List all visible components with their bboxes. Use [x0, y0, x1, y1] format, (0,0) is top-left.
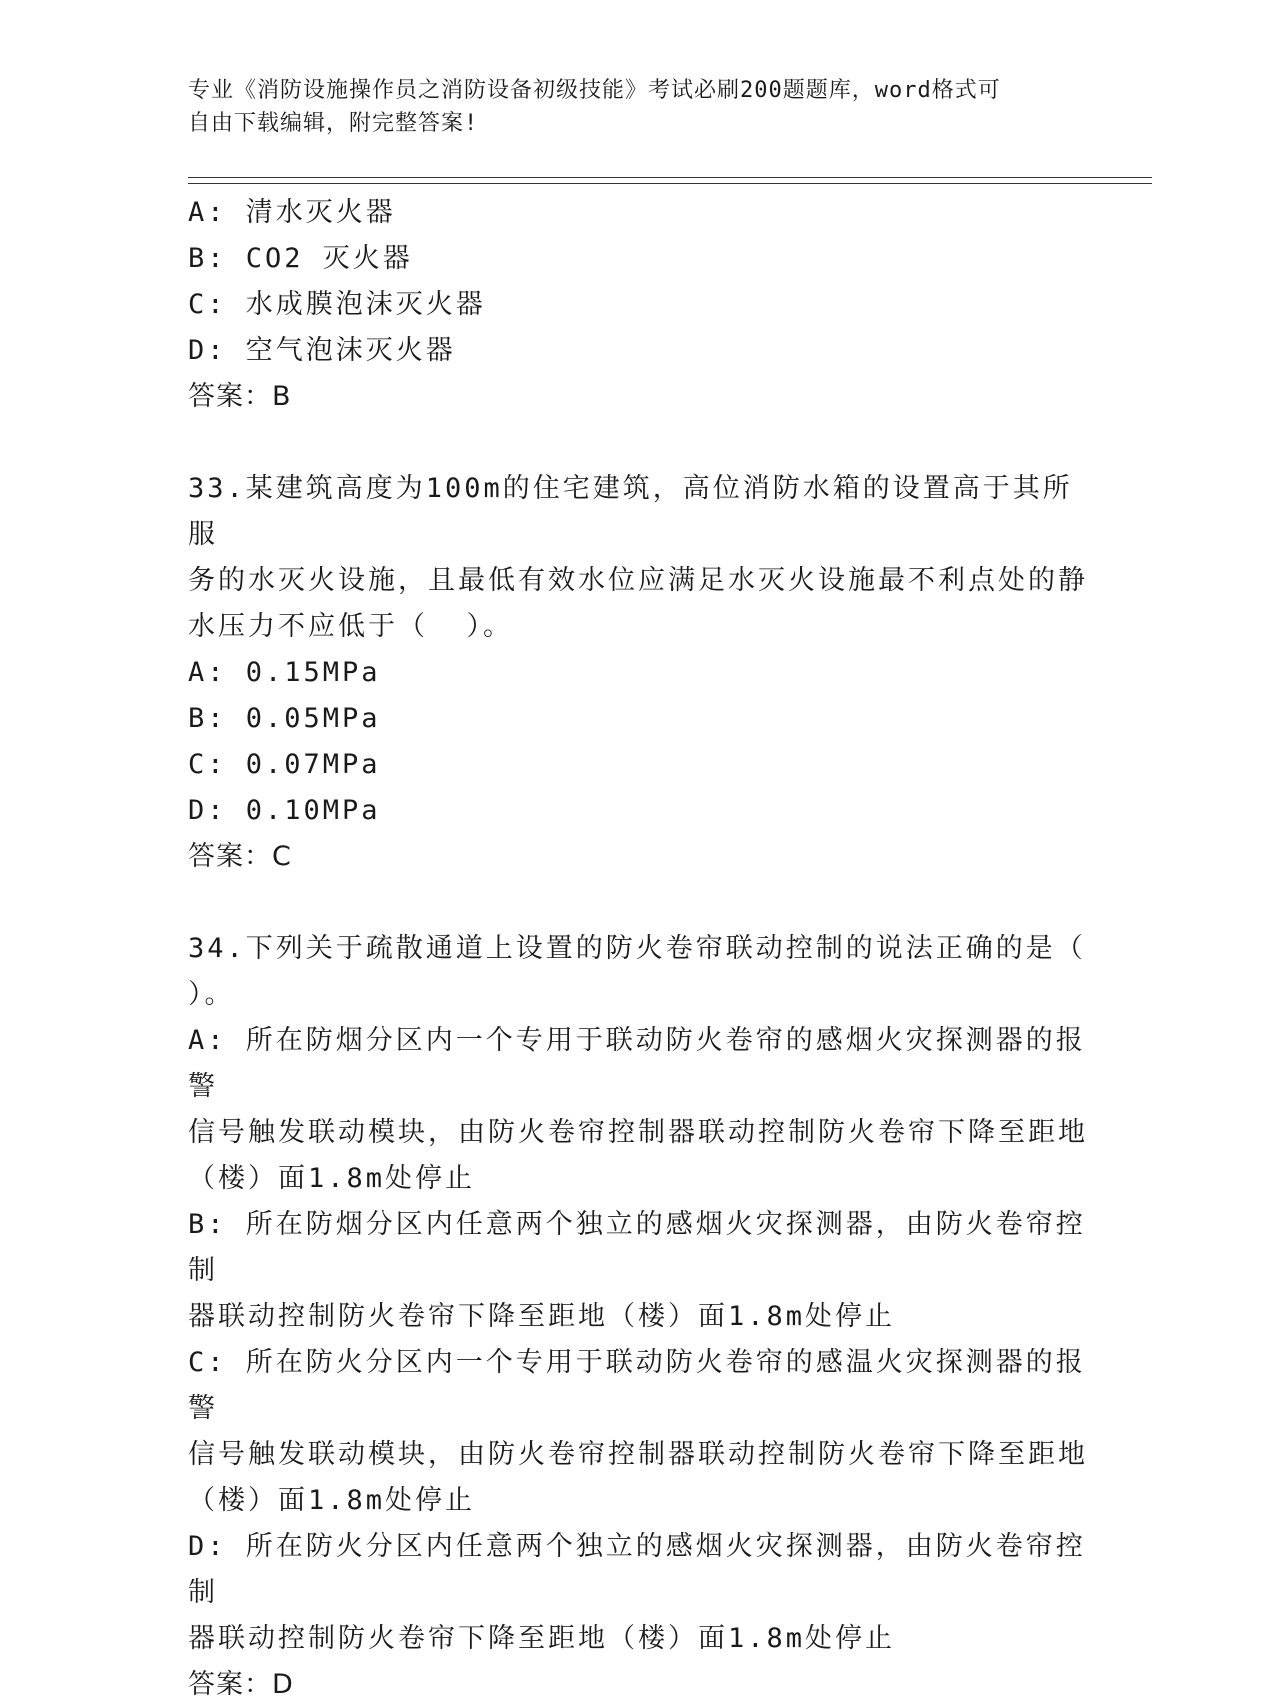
question-34-block: [188, 926, 1088, 1708]
header-title-line-1: 专业《消防设施操作员之消防设备初级技能》考试必刷200题题库，word格式可: [188, 78, 1001, 103]
option-b: B: CO2 灭火器: [188, 243, 413, 274]
option-a: A: 0.15MPa: [188, 657, 381, 688]
question-stem-line: ）。: [188, 979, 235, 1010]
option-b: [188, 1202, 1088, 1340]
question-stem-line: 务的水灭火设施，且最低有效水位应满足水灭火设施最不利点处的静: [188, 565, 1088, 596]
option-c: C: 水成膜泡沫灭火器: [188, 289, 486, 320]
option-a: A: 清水灭火器: [188, 197, 396, 228]
question-33-block: [188, 466, 1088, 880]
document-header: [188, 74, 1088, 140]
option-c: C: 0.07MPa: [188, 749, 381, 780]
question-stem-line: 水压力不应低于（ ）。: [188, 611, 514, 642]
header-divider-top: [188, 177, 1152, 178]
answer: 答案：D: [188, 1669, 294, 1700]
option-line: D: 所在防火分区内任意两个独立的感烟火灾探测器，由防火卷帘控制: [188, 1531, 1086, 1608]
option-line: 器联动控制防火卷帘下降至距地（楼）面1.8m处停止: [188, 1301, 896, 1332]
header-divider-bottom: [188, 183, 1152, 184]
option-d: [188, 1524, 1088, 1662]
option-c: [188, 1340, 1088, 1524]
question-stem-line: 34.下列关于疏散通道上设置的防火卷帘联动控制的说法正确的是（: [188, 933, 1086, 964]
question-32-block: [188, 190, 1088, 420]
option-line: 信号触发联动模块，由防火卷帘控制器联动控制防火卷帘下降至距地: [188, 1439, 1088, 1470]
answer: 答案：C: [188, 841, 292, 872]
document-body: [188, 190, 1088, 1708]
option-d: D: 0.10MPa: [188, 795, 381, 826]
option-b: B: 0.05MPa: [188, 703, 381, 734]
option-line: 器联动控制防火卷帘下降至距地（楼）面1.8m处停止: [188, 1623, 896, 1654]
spacer: [188, 880, 1088, 926]
spacer: [188, 420, 1088, 466]
option-a: [188, 1018, 1088, 1202]
option-line: 信号触发联动模块，由防火卷帘控制器联动控制防火卷帘下降至距地: [188, 1117, 1088, 1148]
option-line: （楼）面1.8m处停止: [188, 1485, 476, 1516]
answer: 答案：B: [188, 381, 292, 412]
option-line: A: 所在防烟分区内一个专用于联动防火卷帘的感烟火灾探测器的报警: [188, 1025, 1086, 1102]
option-d: D: 空气泡沫灭火器: [188, 335, 456, 366]
option-line: C: 所在防火分区内一个专用于联动防火卷帘的感温火灾探测器的报警: [188, 1347, 1086, 1424]
question-stem-line: 33.某建筑高度为100m的住宅建筑，高位消防水箱的设置高于其所服: [188, 473, 1073, 550]
header-title-line-2: 自由下载编辑，附完整答案!: [188, 111, 479, 136]
option-line: B: 所在防烟分区内任意两个独立的感烟火灾探测器，由防火卷帘控制: [188, 1209, 1086, 1286]
option-line: （楼）面1.8m处停止: [188, 1163, 476, 1194]
